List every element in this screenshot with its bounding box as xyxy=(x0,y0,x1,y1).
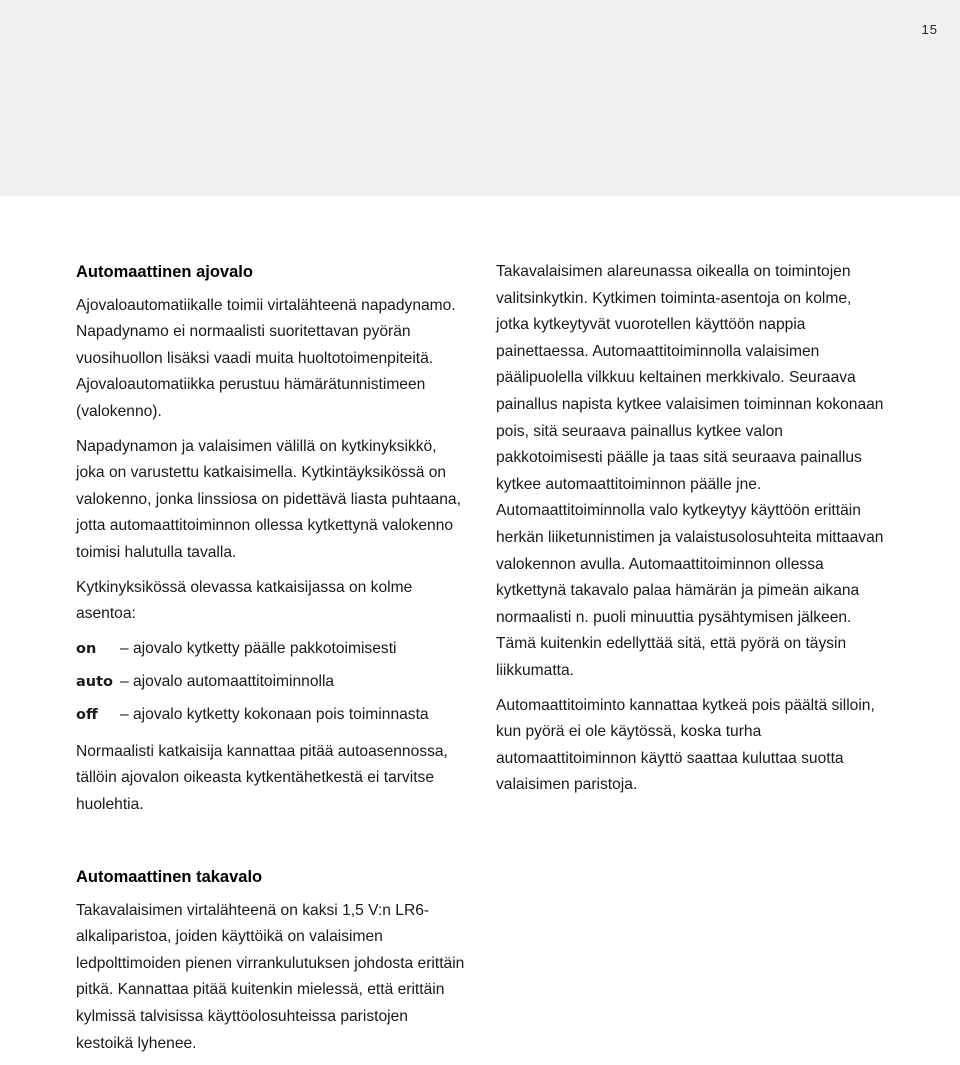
page-number: 15 xyxy=(921,22,938,37)
mode-key: off xyxy=(76,706,98,723)
mode-description: – ajovalo kytketty kokonaan pois toiminnasta xyxy=(120,705,429,723)
section-automatic-taillight xyxy=(76,864,468,1065)
mode-row-auto xyxy=(76,669,468,702)
mode-key: on xyxy=(76,640,97,657)
left-column xyxy=(76,259,468,827)
mode-row-on xyxy=(76,636,468,669)
paragraph: Normaalisti katkaisija kannattaa pitää autoasennossa, tällöin ajovalon oikeasta kytkentähetkestä ei tarvitse huolehtia. xyxy=(76,742,448,813)
right-column xyxy=(496,259,888,807)
mode-description: – ajovalo automaattitoiminnolla xyxy=(120,672,335,690)
paragraph: Kytkinyksikössä olevassa katkaisijassa on kolme asentoa: xyxy=(76,578,413,623)
paragraph: Automaattitoiminto kannattaa kytkeä pois päältä silloin, kun pyörä ei ole käytössä, koska turha automaattitoiminnon käyttö saattaa kuluttaa suotta valaisimen paristoja. xyxy=(496,696,875,794)
paragraph: Takavalaisimen alareunassa oikealla on toimintojen valitsinkytkin. Kytkimen toiminta-asentoja on kolme, jotka kytkeytyvät vuorotellen käyttöön nappia painettaessa. Automaattitoiminnolla valaisimen päälipuolella vilkkuu keltainen merkkivalo. Seuraava painallus napista kytkee valaisimen toiminnan kokonaan pois, sitä seuraava painallus kytkee valon pakkotoimisesti päälle ja taas sitä seuraava painallus kytkee automaattitoiminnon päälle jne. Automaattitoiminnolla valo kytkeytyy käyttöön erittäin herkän liiketunnistimen ja valaistusolosuhteita mittaavan valokennon avulla. Automaattitoiminnon ollessa kytkettynä takavalo palaa hämärän ja pimeän aikana normaalisti n. puoli minuuttia pysähtymisen jälkeen. Tämä kuitenkin edellyttää sitä, että pyörä on täysin liikkumatta. xyxy=(496,263,884,679)
section-title-automatic-taillight: Automaattinen takavalo xyxy=(76,868,263,886)
paragraph: Ajovaloautomatiikalle toimii virtalähteenä napadynamo. Napadynamo ei normaalisti suoritettavan pyörän vuosihuollon lisäksi vaadi muita huoltotoimenpiteitä. Ajovaloautomatiikka perustuu hämärätunnistimeen (valokenno). xyxy=(76,296,456,420)
mode-row-off xyxy=(76,702,468,735)
page-header-band xyxy=(0,0,960,196)
paragraph: Napadynamon ja valaisimen välillä on kytkinyksikkö, joka on varustettu katkaisimella. Kytkintäyksikössä on valokenno, jonka linssiosa on pidettävä liasta puhtaana, jotta automaattitoiminnon ollessa kytkettynä valokenno toimisi halutulla tavalla. xyxy=(76,437,461,561)
mode-description: – ajovalo kytketty päälle pakkotoimisesti xyxy=(120,639,397,657)
section-title-automatic-headlight: Automaattinen ajovalo xyxy=(76,263,253,281)
paragraph: Takavalaisimen virtalähteenä on kaksi 1,5 V:n LR6-alkaliparistoa, joiden käyttöikä on valaisimen ledpolttimoiden pienen virrankulutuksen johdosta erittäin pitkä. Kannattaa pitää kuitenkin mielessä, että erittäin kylmissä talvisissa käyttöolosuhteissa paristojen kestoikä lyhenee. xyxy=(76,901,465,1052)
switch-modes-list xyxy=(76,636,468,735)
mode-key: auto xyxy=(76,673,114,690)
